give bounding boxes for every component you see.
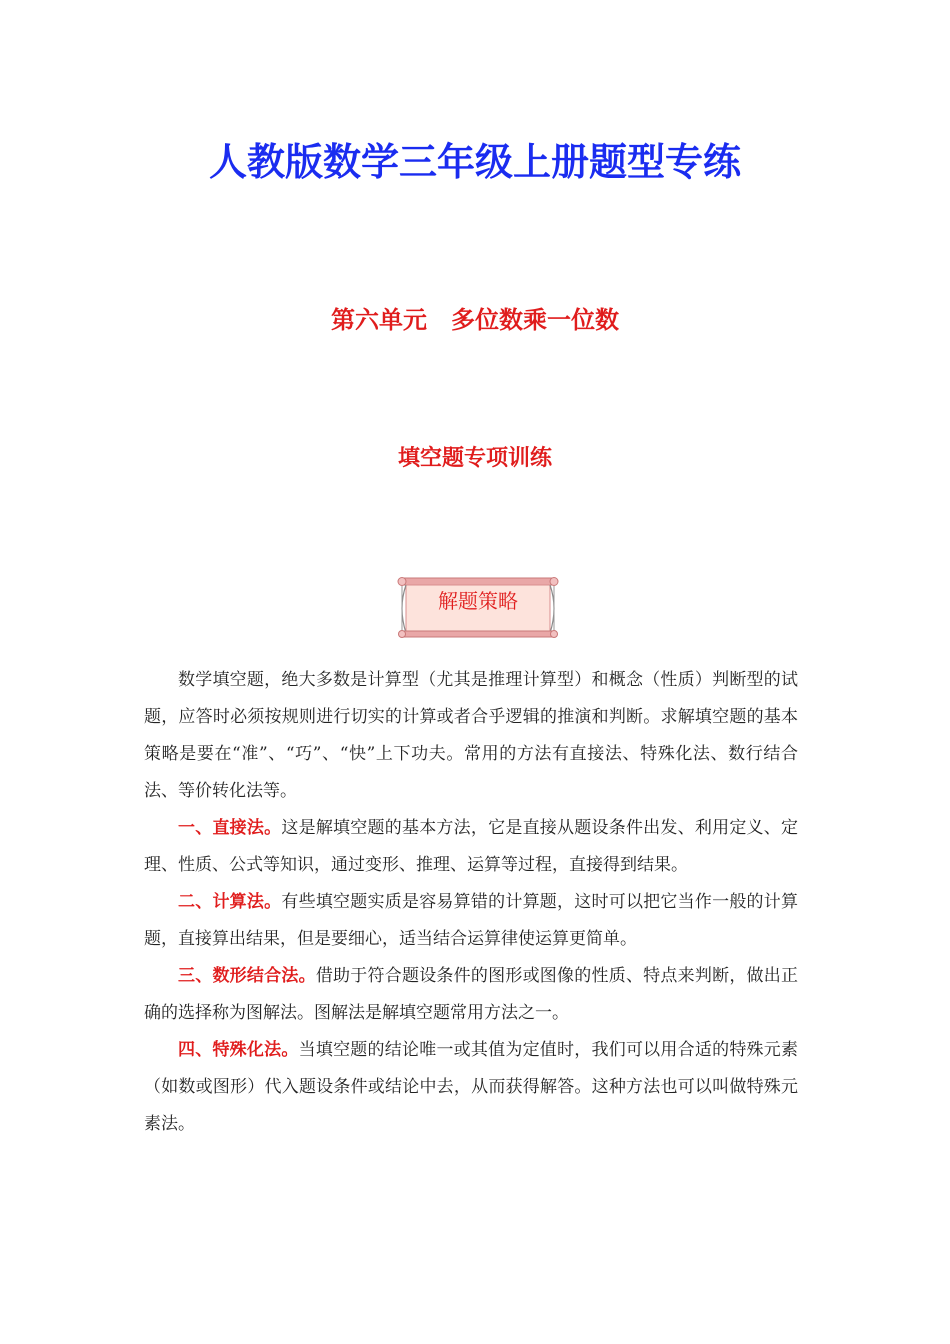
page-title: 人教版数学三年级上册题型专练 xyxy=(208,140,741,184)
strategy-content xyxy=(144,662,798,1143)
unit-heading: 第六单元 多位数乘一位数 xyxy=(331,306,619,334)
intro-paragraph: 数学填空题，绝大多数是计算型（尤其是推理计算型）和概念（性质）判断型的试题，应答时必须按规则进行切实的计算或者合乎逻辑的推演和判断。求解填空题的基本策略是要在“准”、“巧”、“快”上下功夫。常用的方法有直接法、特殊化法、数行结合法、等价转化法等。 xyxy=(144,670,798,801)
method-label: 三、数形结合法。 xyxy=(178,966,316,986)
method-text: 这是解填空题的基本方法，它是直接从题设条件出发、利用定义、定理、性质、公式等知识，通过变形、推理、运算等过程，直接得到结果。 xyxy=(144,818,799,875)
method-paragraph xyxy=(144,884,798,958)
section-heading: 填空题专项训练 xyxy=(397,446,552,471)
method-label: 二、计算法。 xyxy=(178,892,282,912)
method-text: 当填空题的结论唯一或其值为定值时，我们可以用合适的特殊元素（如数或图形）代入题设条件或结论中去，从而获得解答。这种方法也可以叫做特殊元素法。 xyxy=(144,1040,799,1134)
strategy-banner-label: 解题策略 xyxy=(438,589,518,613)
method-paragraph xyxy=(144,958,798,1032)
method-label: 一、直接法。 xyxy=(178,818,282,838)
method-paragraph xyxy=(144,810,798,884)
strategy-banner xyxy=(392,572,564,644)
method-paragraph xyxy=(144,1032,798,1143)
method-label: 四、特殊化法。 xyxy=(178,1040,299,1060)
method-text: 借助于符合题设条件的图形或图像的性质、特点来判断，做出正确的选择称为图解法。图解法是解填空题常用方法之一。 xyxy=(144,966,798,1023)
method-text: 有些填空题实质是容易算错的计算题，这时可以把它当作一般的计算题，直接算出结果，但是要细心，适当结合运算律使运算更简单。 xyxy=(144,892,799,949)
